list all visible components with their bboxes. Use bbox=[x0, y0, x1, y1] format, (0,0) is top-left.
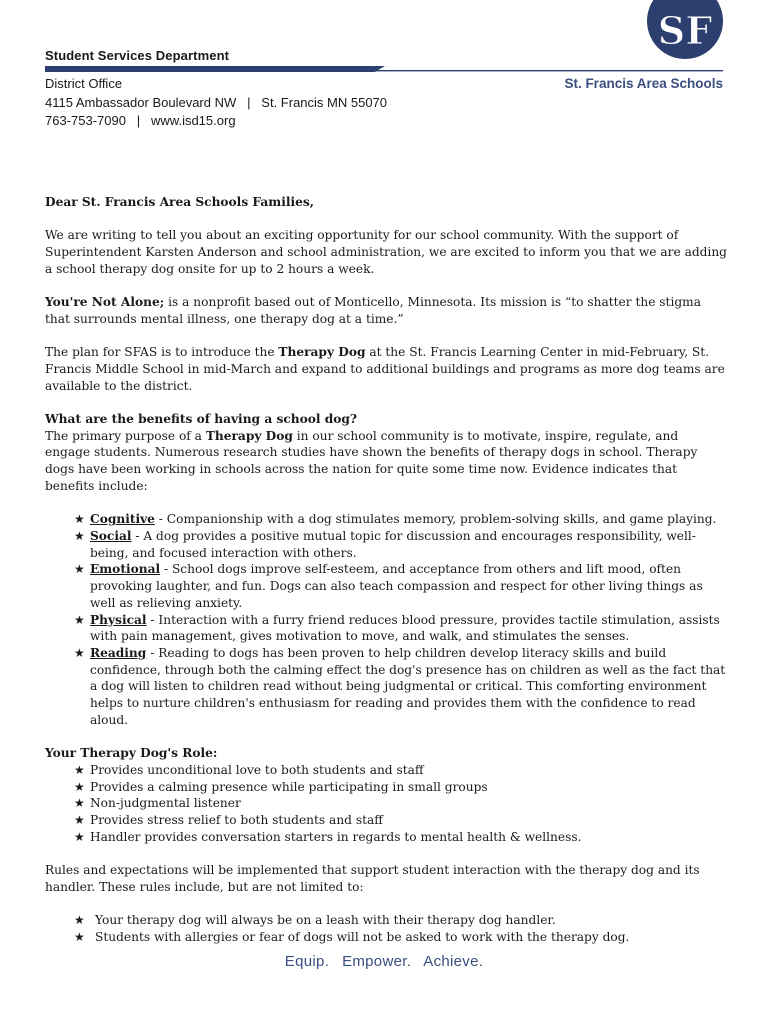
list-item bbox=[45, 645, 727, 729]
district-logo bbox=[647, 0, 723, 59]
list-item bbox=[45, 561, 727, 611]
star-icon: ★ bbox=[74, 829, 85, 844]
plan-bold: Therapy Dog bbox=[278, 345, 366, 360]
intro-paragraph: We are writing to tell you about an exciting opportunity for our school community. With the support of Superintendent Karsten Anderson and school administration, we are excited to inform you that we are adding a school therapy dog onsite for up to 2 hours a week. bbox=[45, 228, 727, 276]
benefits-intro-bold: Therapy Dog bbox=[205, 428, 293, 443]
list-item bbox=[45, 528, 727, 561]
office-line: District Office bbox=[45, 76, 123, 91]
benefit-text: - Reading to dogs has been proven to help children develop literacy skills and build confidence, through both the calming effect the dog's presence has on children as well as the fact that a dog will listen to children read without being judgmental or critical. This comforting environment helps to nurture children's enthusiasm for reading and provides them with the confidence to read aloud. bbox=[90, 645, 726, 727]
star-icon: ★ bbox=[74, 812, 85, 827]
list-item bbox=[45, 511, 727, 528]
star-icon: ★ bbox=[74, 528, 85, 543]
plan-text-after: at the St. Francis Learning Center in mid-February, St. Francis Middle School in mid-March and expand to additional buildings and programs as more dog teams are available to the district. bbox=[45, 345, 725, 393]
role-text: Provides a calming presence while participating in small groups bbox=[90, 779, 488, 794]
footer-motto: Equip. Empower. Achieve. bbox=[284, 953, 484, 970]
benefit-text: - School dogs improve self-esteem, and acceptance from others and lift mood, often provoking laughter, and fun. Dogs can also teach compassion and respect for other living things as well as relieving anxiety. bbox=[90, 562, 703, 610]
role-text: Provides unconditional love to both students and staff bbox=[90, 762, 424, 777]
list-item bbox=[45, 762, 727, 779]
list-item bbox=[45, 812, 727, 829]
star-icon: ★ bbox=[74, 929, 85, 944]
benefit-term: Physical bbox=[90, 612, 147, 627]
plan-paragraph bbox=[45, 344, 727, 394]
nonprofit-name: You're Not Alone; bbox=[45, 295, 165, 310]
department-title: Student Services Department bbox=[45, 48, 230, 63]
role-text: Non-judgmental listener bbox=[90, 796, 241, 811]
star-icon: ★ bbox=[74, 796, 85, 811]
benefit-term: Reading bbox=[90, 645, 147, 660]
benefits-intro-before: The primary purpose of a bbox=[45, 428, 206, 443]
list-item bbox=[45, 795, 727, 812]
role-heading: Your Therapy Dog's Role: bbox=[45, 746, 218, 761]
logo-monogram: SF bbox=[657, 8, 713, 53]
header-rule bbox=[45, 66, 723, 72]
benefit-term: Social bbox=[90, 528, 132, 543]
star-icon: ★ bbox=[74, 762, 85, 777]
list-item bbox=[45, 829, 727, 846]
salutation: Dear St. Francis Area Schools Families, bbox=[45, 195, 314, 209]
contact-line: 763-753-7090 | www.isd15.org bbox=[45, 113, 236, 128]
list-item bbox=[45, 612, 727, 645]
nonprofit-text: is a nonprofit based out of Monticello, Minnesota. Its mission is “to shatter the stigma that surrounds mental illness, one therapy dog at a time.” bbox=[45, 295, 701, 326]
benefits-heading: What are the benefits of having a school dog? bbox=[45, 412, 358, 427]
role-list bbox=[45, 762, 727, 846]
role-text: Provides stress relief to both students and staff bbox=[90, 812, 383, 827]
rule-text: Students with allergies or fear of dogs will not be asked to work with the therapy dog. bbox=[95, 929, 630, 944]
benefits-list bbox=[45, 511, 727, 728]
rules-list bbox=[45, 912, 727, 945]
star-icon: ★ bbox=[74, 562, 85, 577]
star-icon: ★ bbox=[74, 779, 85, 794]
benefits-intro-after: in our school community is to motivate, inspire, regulate, and engage students. Numerous research studies have shown the benefits of therapy dogs in school. Therapy dogs have been working in schools across the nation for quite some time now. Evidence indicates that benefits include: bbox=[45, 428, 698, 493]
star-icon: ★ bbox=[74, 512, 85, 527]
rule-text: Your therapy dog will always be on a leash with their therapy dog handler. bbox=[95, 913, 556, 928]
benefit-term: Emotional bbox=[90, 562, 161, 577]
letter-body bbox=[45, 194, 727, 946]
benefit-term: Cognitive bbox=[90, 512, 155, 527]
benefit-text: - Interaction with a furry friend reduces blood pressure, provides tactile stimulation, assists with pain management, gives motivation to move, and walk, and stimulates the senses. bbox=[90, 612, 720, 644]
benefit-text: - A dog provides a positive mutual topic for discussion and encourages responsibility, well-being, and focused interaction with others. bbox=[90, 528, 696, 560]
star-icon: ★ bbox=[74, 913, 85, 928]
street-line: 4115 Ambassador Boulevard NW | St. Francis MN 55070 bbox=[45, 94, 388, 110]
plan-text-before: The plan for SFAS is to introduce the bbox=[45, 345, 279, 360]
star-icon: ★ bbox=[74, 612, 85, 627]
list-item bbox=[45, 929, 727, 946]
role-text: Handler provides conversation starters in regards to mental health & wellness. bbox=[90, 829, 582, 844]
nonprofit-paragraph bbox=[45, 294, 727, 327]
benefits-intro bbox=[45, 428, 727, 495]
list-item bbox=[45, 912, 727, 929]
school-name: St. Francis Area Schools bbox=[564, 76, 723, 91]
benefit-text: - Companionship with a dog stimulates memory, problem-solving skills, and game playing. bbox=[154, 512, 717, 527]
rules-intro: Rules and expectations will be implemented that support student interaction with the therapy dog and its handler. These rules include, but are not limited to: bbox=[45, 863, 700, 894]
list-item bbox=[45, 779, 727, 796]
address-block bbox=[45, 75, 387, 131]
star-icon: ★ bbox=[74, 645, 85, 660]
